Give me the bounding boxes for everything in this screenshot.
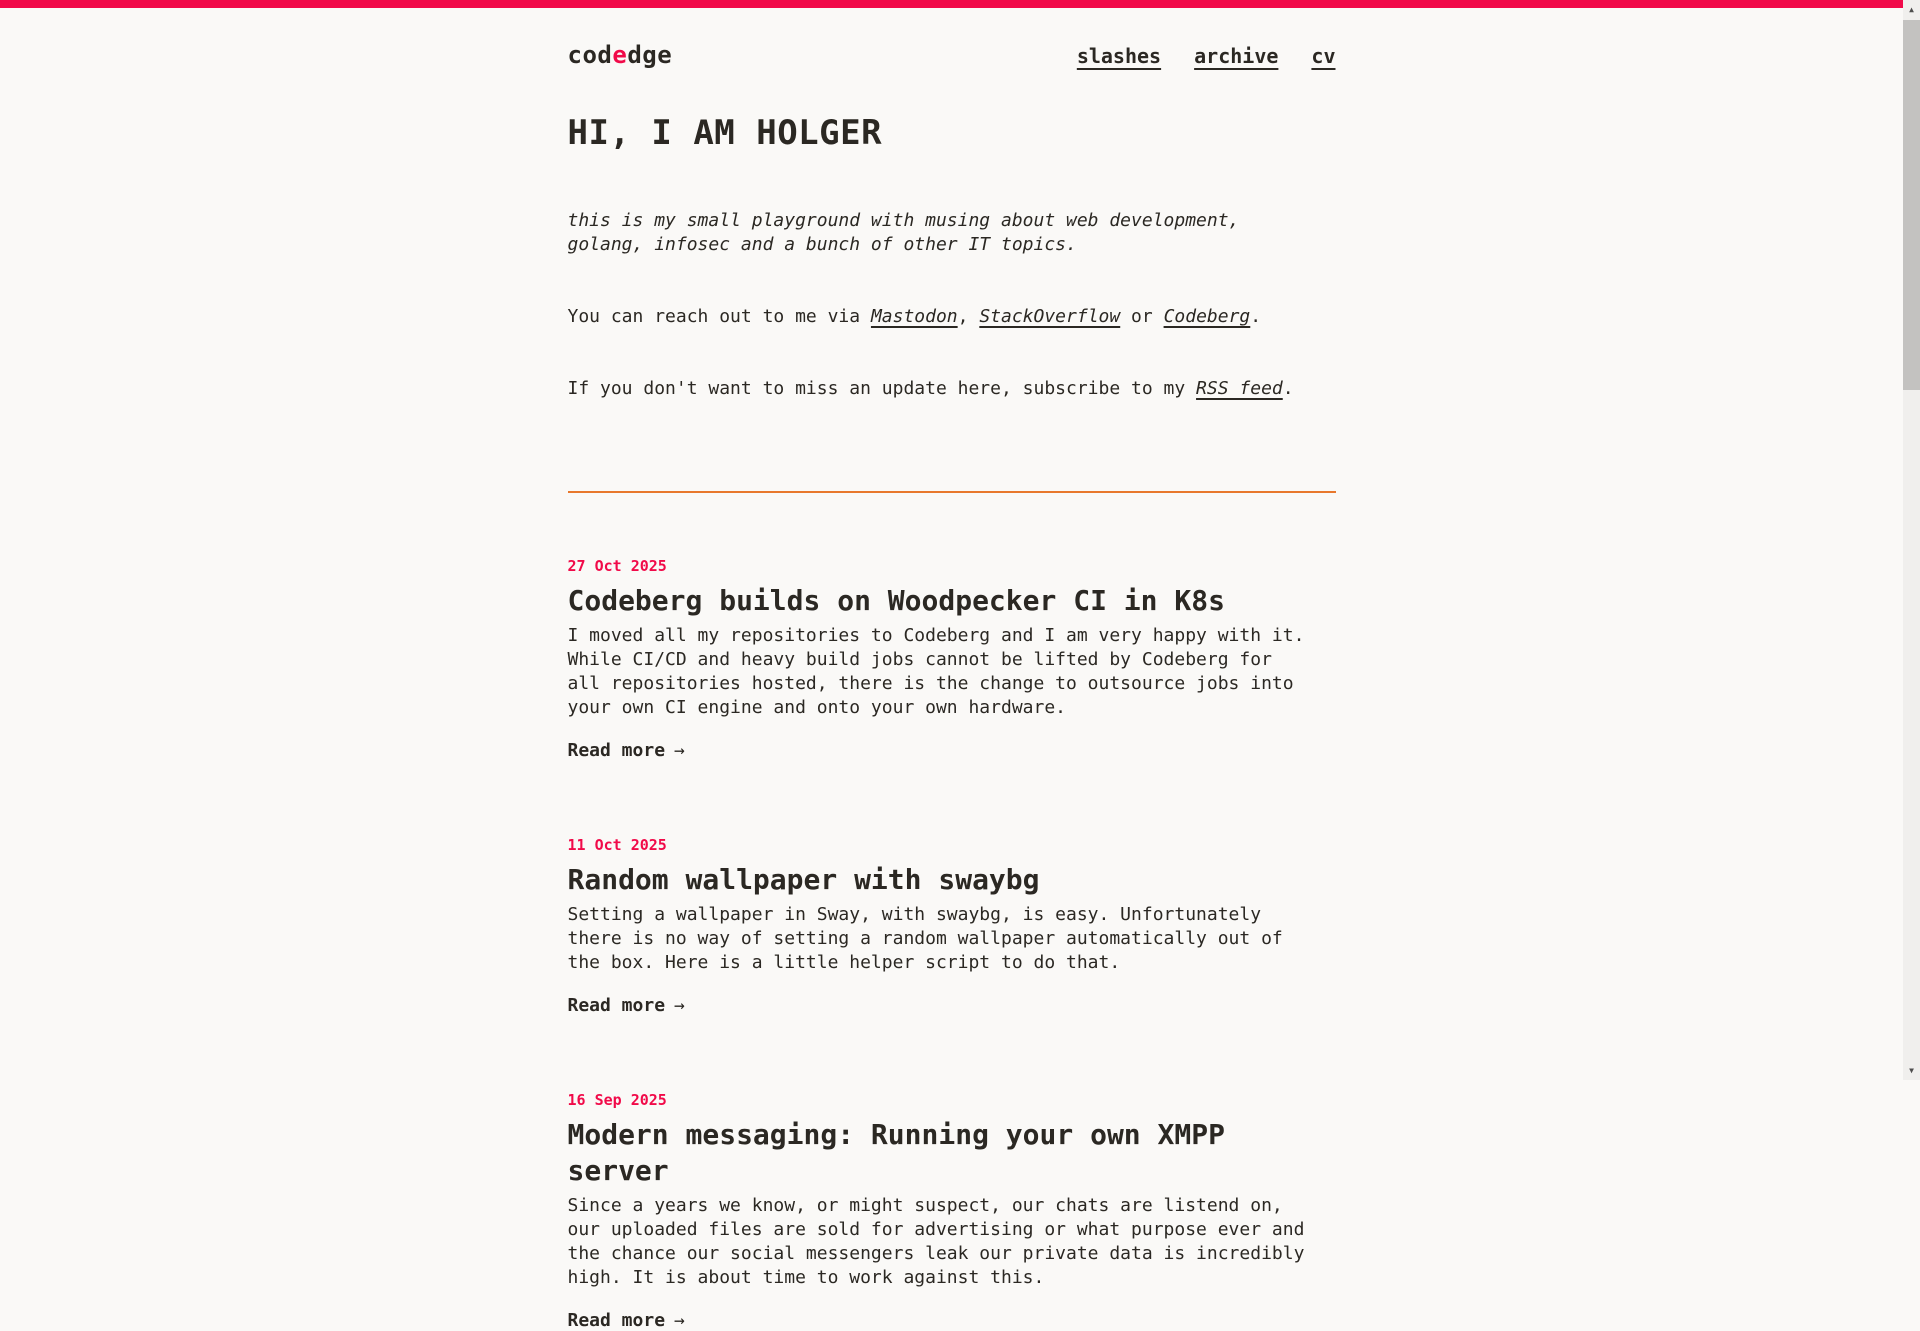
post-card: [568, 835, 1336, 1016]
mastodon-link[interactable]: Mastodon: [870, 306, 958, 327]
arrow-right-icon: →: [674, 995, 685, 1016]
logo-text-prefix: cod: [567, 41, 613, 69]
post-date: 11 Oct 2025: [567, 836, 667, 854]
reach-sep1: ,: [957, 306, 980, 327]
intro-reach-line: [568, 305, 1313, 329]
scrollbar-thumb[interactable]: [1903, 20, 1920, 390]
codeberg-link[interactable]: Codeberg: [1163, 306, 1251, 327]
post-excerpt: Setting a wallpaper in Sway, with swaybg, is easy. Unfortunately there is no way of setting a random wallpaper automatically out of the box. Here is a little helper script to do that.: [567, 904, 1283, 973]
page-title: HI, I AM HOLGER: [567, 113, 883, 153]
rss-feed-link[interactable]: RSS feed: [1196, 378, 1283, 399]
post-excerpt: I moved all my repositories to Codeberg and I am very happy with it. While CI/CD and heavy build jobs cannot be lifted by Codeberg for all repositories hosted, there is the change to outsource jobs into your own CI engine and onto your own hardware.: [567, 625, 1305, 718]
reach-sep2: or: [1120, 306, 1164, 327]
post-date: 16 Sep 2025: [567, 1091, 667, 1109]
scrollbar-down-icon[interactable]: ▼: [1909, 1066, 1914, 1075]
post-title[interactable]: Codeberg builds on Woodpecker CI in K8s: [567, 584, 1225, 617]
scrollbar-up-icon[interactable]: ▲: [1909, 5, 1914, 14]
content-container: [568, 8, 1336, 1331]
stackoverflow-link[interactable]: StackOverflow: [979, 306, 1121, 327]
read-more-link[interactable]: [568, 995, 685, 1016]
post-excerpt: Since a years we know, or might suspect, our chats are listend on, our uploaded files are sold for advertising or what purpose ever and the chance our social messengers leak our private data is incredibly high. It is about time to work against this.: [567, 1195, 1305, 1288]
intro-tagline: this is my small playground with musing about web development, golang, infosec and a bunch of other IT topics.: [567, 210, 1251, 255]
section-divider: [568, 491, 1336, 493]
reach-suffix: .: [1250, 306, 1262, 327]
site-header: [568, 41, 1336, 69]
intro-subscribe-line: [568, 377, 1313, 401]
page: [0, 8, 1903, 1331]
subscribe-prefix: If you don't want to miss an update here, subscribe to my: [567, 378, 1197, 399]
nav-link-slashes[interactable]: slashes: [1076, 44, 1162, 68]
nav-link-cv[interactable]: cv: [1311, 44, 1336, 68]
subscribe-suffix: .: [1282, 378, 1294, 399]
nav-link-archive[interactable]: archive: [1194, 44, 1279, 68]
post-title[interactable]: Random wallpaper with swaybg: [567, 863, 1040, 896]
arrow-right-icon: →: [674, 1310, 685, 1331]
arrow-right-icon: →: [674, 740, 685, 761]
logo-text-suffix: dge: [627, 41, 673, 69]
read-more-link[interactable]: [568, 740, 685, 761]
read-more-label: Read more: [567, 740, 666, 761]
reach-prefix: You can reach out to me via: [567, 306, 871, 327]
intro-block: [568, 161, 1313, 449]
read-more-label: Read more: [567, 1310, 666, 1331]
read-more-link[interactable]: [568, 1310, 685, 1331]
post-title[interactable]: Modern messaging: Running your own XMPP server: [567, 1118, 1225, 1187]
post-card: [568, 556, 1336, 761]
post-date: 27 Oct 2025: [567, 557, 667, 575]
main-nav: [1077, 44, 1336, 68]
read-more-label: Read more: [567, 995, 666, 1016]
site-logo[interactable]: [568, 41, 673, 69]
post-list: [568, 556, 1336, 1331]
top-accent-bar: [0, 0, 1920, 8]
logo-accent-letter: e: [612, 41, 628, 69]
scrollbar[interactable]: [1903, 0, 1920, 1080]
post-card: [568, 1090, 1336, 1331]
